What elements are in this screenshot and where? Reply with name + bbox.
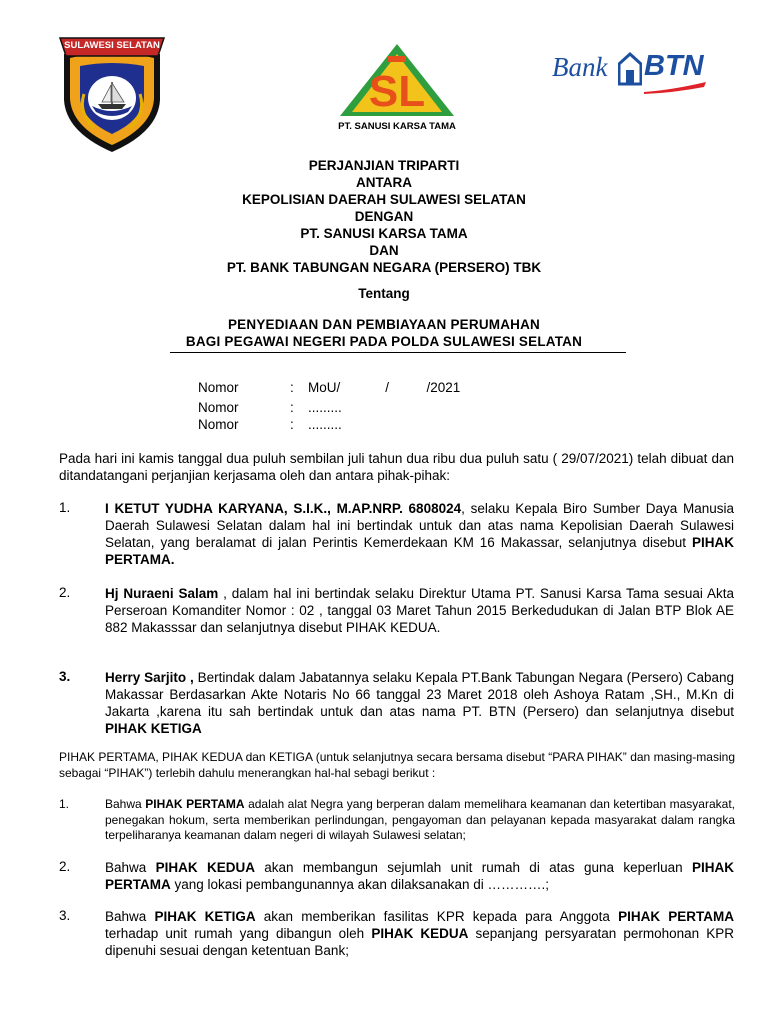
recital-number: 3.: [59, 908, 71, 923]
recital-bold: PIHAK KEDUA: [371, 926, 469, 941]
party-3: [105, 669, 734, 737]
recital-text: akan membangun sejumlah unit rumah di atas guna keperluan: [254, 860, 692, 875]
title-line-3: KEPOLISIAN DAERAH SULAWESI SELATAN: [242, 192, 526, 207]
title-line-2: ANTARA: [356, 175, 412, 190]
recital-text: yang lokasi pembangunannya akan dilaksanakan di ………….;: [170, 877, 549, 892]
house-icon: [618, 52, 642, 86]
title-line-4: DENGAN: [354, 209, 414, 224]
nomor-label: Nomor: [198, 417, 239, 432]
stl-logo-caption: PT. SANUSI KARSA TAMA: [338, 121, 456, 132]
btn-logo-bank: Bank: [552, 52, 608, 82]
party-number: 2.: [59, 585, 71, 600]
recital-text: terhadap unit rumah yang dibangun oleh: [105, 926, 372, 941]
party-text: , dalam hal ini bertindak selaku Direktur Utama PT. Sanusi Karsa Tama sesuai Akta Perseroan Komanditer Nomor : 02 , tanggal 03 Maret Tahun 2015 Berkedudukan di Jalan BTP Blok AE 882 Makasssar dan selanjutnya disebut PIHAK KEDUA.: [105, 586, 734, 635]
recital-pre: Bahwa: [105, 909, 155, 924]
recital-bold: PIHAK PERTAMA: [618, 909, 734, 924]
nomor-row: [198, 417, 342, 432]
btn-logo: [552, 50, 712, 98]
party-name: I KETUT YUDHA KARYANA, S.I.K., M.AP.NRP. 6808024: [105, 501, 462, 516]
title-line-5: PT. SANUSI KARSA TAMA: [300, 226, 468, 241]
nomor-value: .........: [308, 417, 342, 432]
party-number: 3.: [59, 669, 71, 684]
recital-bold: PIHAK PERTAMA: [145, 797, 245, 811]
recital-bold: PIHAK KETIGA: [154, 909, 256, 924]
nomor-colon: :: [290, 417, 294, 432]
nomor-label: Nomor: [198, 380, 239, 395]
nomor-colon: :: [290, 400, 294, 415]
btn-swoosh-icon: [642, 80, 708, 94]
party-name: Herry Sarjito ,: [105, 670, 194, 685]
party-role: PIHAK PERTAMA.: [105, 535, 734, 567]
subtitle-line-1: PENYEDIAAN DAN PEMBIAYAAN PERUMAHAN: [227, 317, 541, 332]
recital-bold: PIHAK PERTAMA: [105, 860, 734, 892]
party-role: PIHAK KETIGA: [105, 721, 202, 736]
party-1: [105, 500, 734, 568]
intro-paragraph: Pada hari ini kamis tanggal dua puluh sembilan juli tahun dua ribu dua puluh satu ( 29/07/2021) telah dibuat dan ditandatangani perjanjian kerjasama oleh dan antara pihak-pihak:: [59, 451, 734, 483]
recital-pre: Bahwa: [105, 797, 146, 811]
recital-number: 1.: [59, 797, 70, 811]
recital-number: 2.: [59, 859, 71, 874]
title-line-7: PT. BANK TABUNGAN NEGARA (PERSERO) TBK: [226, 260, 542, 275]
nomor-row: [198, 400, 342, 415]
nomor-value: .........: [308, 400, 342, 415]
nomor-value: MoU/ / /2021: [308, 380, 461, 395]
stl-logo: [336, 42, 458, 134]
recital-bold: PIHAK KEDUA: [155, 860, 255, 875]
recital-text: sepanjang persyaratan permohonan KPR dipenuhi sesuai dengan ketentuan Bank;: [105, 926, 734, 958]
document-title: [0, 157, 768, 276]
party-number: 1.: [59, 500, 71, 515]
party-name: Hj Nuraeni Salam: [105, 586, 219, 601]
preamble-paragraph: PIHAK PERTAMA, PIHAK KEDUA dan KETIGA (untuk selanjutnya secara bersama disebut “PARA PIHAK” dan masing-masing sebagai “PIHAK”) terlebih dahulu menerangkan hal-hal sebagi berikut :: [59, 750, 735, 780]
title-line-1: PERJANJIAN TRIPARTI: [308, 158, 460, 173]
recital-text: akan memberikan fasilitas KPR kepada para Anggota: [255, 909, 619, 924]
party-text: Bertindak dalam Jabatannya selaku Kepala PT.Bank Tabungan Negara (Persero) Cabang Makassar Berdasarkan Akte Notaris No 66 tanggal 23 Maret 2018 oleh Ashoya Ratam ,SH., M.Kn di Jakarta ,karena itu sah bertindak untuk dan atas nama PT. BTN (Persero) dan selanjutnya disebut: [105, 670, 734, 719]
tentang-heading: Tentang: [358, 286, 410, 301]
title-line-6: DAN: [369, 243, 399, 258]
document-subtitle: [0, 316, 768, 350]
polda-logo-text: SULAWESI SELATAN: [64, 40, 160, 51]
party-text: , selaku Kepala Biro Sumber Daya Manusia Daerah Sulawesi Selatan dalam hal ini bertindak untuk dan atas nama Kepolisian Daerah Sulawesi Selatan, yang beralamat di jalan Perintis Kemerdekaan KM 16 Makassar, selanjutnya disebut: [105, 501, 734, 550]
svg-text:SL: SL: [368, 67, 426, 116]
recital-1: [105, 797, 735, 844]
btn-logo-brand: BTN: [644, 50, 704, 82]
stl-triangle-icon: [336, 42, 458, 120]
subtitle-line-2: BAGI PEGAWAI NEGERI PADA POLDA SULAWESI SELATAN: [185, 334, 583, 349]
nomor-colon: :: [290, 380, 294, 395]
party-2: [105, 585, 734, 636]
nomor-label: Nomor: [198, 400, 239, 415]
nomor-row: [198, 380, 460, 395]
recital-3: [105, 908, 734, 959]
recital-text: adalah alat Negra yang berperan dalam memelihara keamanan dan ketertiban masyarakat, penegakan hokum, serta memberikan perlindungan, pengayoman dan pelayanan kepada masyarakat dalam rangka terpeliharanya keamanan dalam negeri di wilayah Sulawesi selatan;: [105, 797, 735, 842]
title-divider: [170, 352, 626, 353]
recital-pre: Bahwa: [105, 860, 156, 875]
polda-logo: [58, 32, 166, 154]
recital-2: [105, 859, 734, 893]
